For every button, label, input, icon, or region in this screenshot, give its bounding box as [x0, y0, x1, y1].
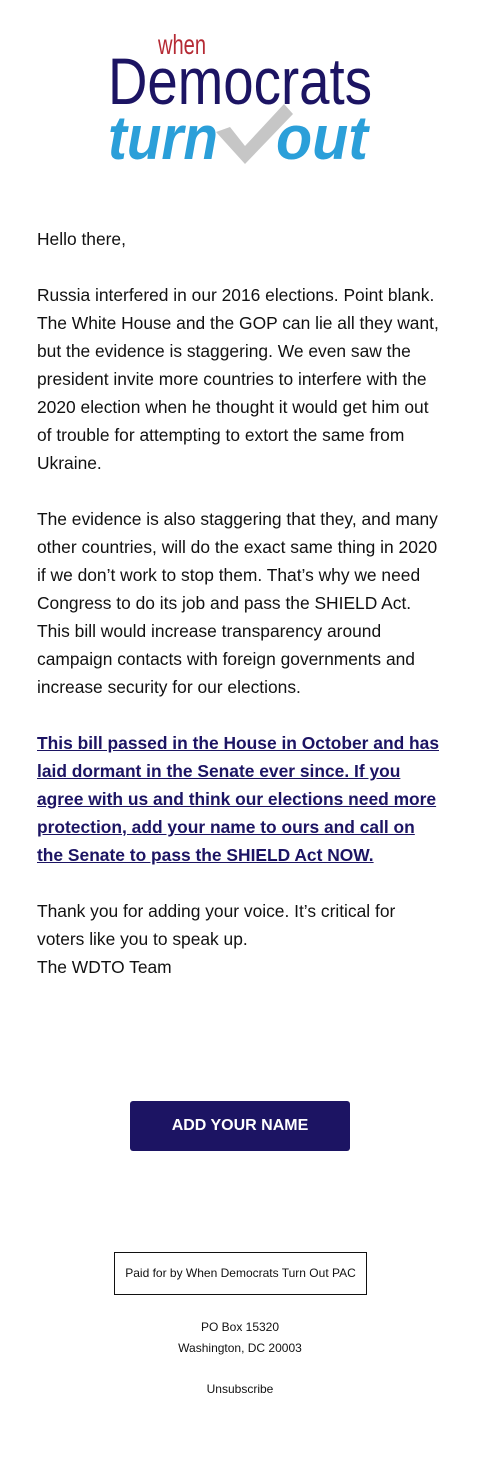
address-line-2: Washington, DC 20003: [178, 1341, 302, 1355]
logo-word-when: when: [157, 29, 206, 60]
thanks-text: Thank you for adding your voice. It’s critical for voters like you to speak up.: [37, 901, 396, 949]
address-line-1: PO Box 15320: [200, 1320, 280, 1334]
greeting: Hello there,: [37, 229, 126, 249]
signature: The WDTO Team: [37, 957, 172, 977]
logo: [0, 24, 480, 174]
cta-paragraph: [37, 729, 443, 869]
add-your-name-button[interactable]: ADD YOUR NAME: [130, 1101, 350, 1151]
logo-word-democrats: Democrats: [108, 44, 372, 118]
unsubscribe-link[interactable]: Unsubscribe: [206, 1382, 274, 1396]
paid-for-disclaimer: Paid for by When Democrats Turn Out PAC: [114, 1252, 367, 1295]
paragraph-interference: Russia interfered in our 2016 elections. Point blank. The White House and the GOP can lie all they want, but the evidence is staggering. We even saw the president invite more countries to interfere with the 2020 election when he thought it would get him out of trouble for attempting to extort the same from Ukraine.: [37, 285, 439, 473]
logo-graphic: [90, 24, 390, 174]
unsubscribe-container: [0, 1380, 480, 1398]
email-body: [37, 225, 443, 981]
button-container: [0, 1101, 480, 1151]
logo-word-turn: turn: [108, 104, 218, 173]
logo-word-out: out: [276, 104, 371, 173]
cta-link[interactable]: This bill passed in the House in October and has laid dormant in the Senate ever since. If you agree with us and think our elections need more protection, add your name to ours and call on the Senate to pass the SHIELD Act NOW.: [37, 733, 439, 865]
paragraph-shield-act: The evidence is also staggering that they, and many other countries, will do the exact same thing in 2020 if we don’t work to stop them. That’s why we need Congress to do its job and pass the SHIELD Act. This bill would increase transparency around campaign contacts with foreign governments and increase security for our elections.: [37, 509, 438, 697]
mailing-address: [0, 1317, 480, 1359]
